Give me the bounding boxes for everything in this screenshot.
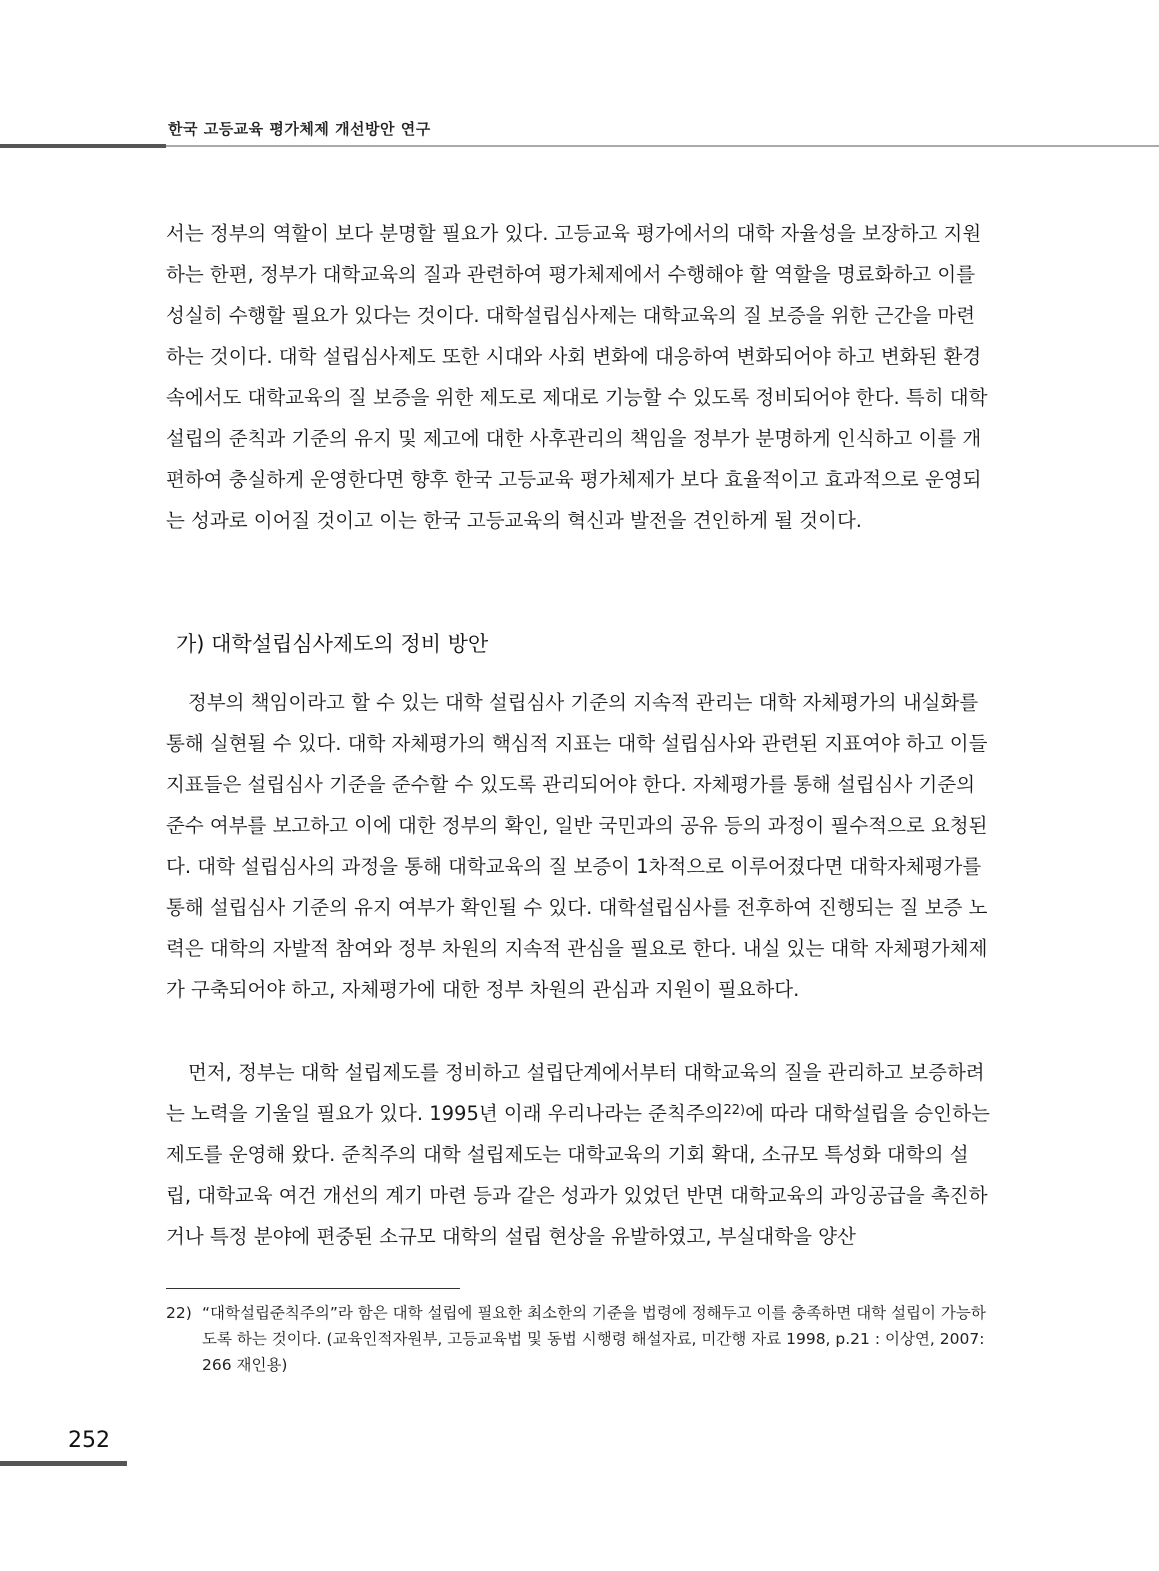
footnote-number: 22) bbox=[166, 1304, 192, 1322]
section-heading: 가) 대학설립심사제도의 정비 방안 bbox=[176, 632, 489, 656]
footnote-divider bbox=[166, 1288, 460, 1289]
header-rule-accent bbox=[0, 144, 166, 148]
footnote-reference: 22) bbox=[723, 1103, 746, 1118]
paragraph-text-continued: 에 따라 대학설립을 승인하는 제도를 운영해 왔다. 준칙주의 대학 설립제도는 대학교육의 기회 확대, 소규모 특성화 대학의 설립, 대학교육 여건 개선의 계기 마련 등과 같은 성과가 있었던 반면 대학교육의 과잉공급을 촉진하거나 특정 분야에 편중된 소규모 대학의 설립 현상을 유발하였고, 부실대학을 양산 bbox=[166, 1102, 990, 1248]
body-paragraph-1: 서는 정부의 역할이 보다 분명할 필요가 있다. 고등교육 평가에서의 대학 자율성을 보장하고 지원하는 한편, 정부가 대학교육의 질과 관련하여 평가체제에서 수행해야 할 역할을 명료화하고 이를 성실히 수행할 필요가 있다는 것이다. 대학설립심사제는 대학교육의 질 보증을 위한 근간을 마련하는 것이다. 대학 설립심사제도 또한 시대와 사회 변화에 대응하여 변화되어야 하고 변화된 환경 속에서도 대학교육의 질 보증을 위한 제도로 제대로 기능할 수 있도록 정비되어야 한다. 특히 대학설립의 준칙과 기준의 유지 및 제고에 대한 사후관리의 책임을 정부가 분명하게 인식하고 이를 개편하여 충실하게 운영한다면 향후 한국 고등교육 평가체제가 보다 효율적이고 효과적으로 운영되는 성과로 이어질 것이고 이는 한국 고등교육의 혁신과 발전을 견인하게 될 것이다. bbox=[166, 222, 988, 532]
header-rule bbox=[166, 145, 1159, 147]
body-paragraph-3 bbox=[166, 1052, 992, 1257]
body-paragraph-2: 정부의 책임이라고 할 수 있는 대학 설립심사 기준의 지속적 관리는 대학 자체평가의 내실화를 통해 실현될 수 있다. 대학 자체평가의 핵심적 지표는 대학 설립심사와 관련된 지표여야 하고 이들 지표들은 설립심사 기준을 준수할 수 있도록 관리되어야 한다. 자체평가를 통해 설립심사 기준의 준수 여부를 보고하고 이에 대한 정부의 확인, 일반 국민과의 공유 등의 과정이 필수적으로 요청된다. 대학 설립심사의 과정을 통해 대학교육의 질 보증이 1차적으로 이루어졌다면 대학자체평가를 통해 설립심사 기준의 유지 여부가 확인될 수 있다. 대학설립심사를 전후하여 진행되는 질 보증 노력은 대학의 자발적 참여와 정부 차원의 지속적 관심을 필요로 한다. 내실 있는 대학 자체평가체제가 구축되어야 하고, 자체평가에 대한 정부 차원의 관심과 지원이 필요하다. bbox=[166, 691, 988, 1001]
footnote bbox=[166, 1300, 992, 1378]
page-number-rule bbox=[0, 1461, 127, 1466]
paragraph-text: 먼저, 정부는 대학 설립제도를 정비하고 설립단계에서부터 대학교육의 질을 관리하고 보증하려는 노력을 기울일 필요가 있다. 1995년 이래 우리나라는 준칙주의 bbox=[166, 1061, 985, 1125]
running-header: 한국 고등교육 평가체제 개선방안 연구 bbox=[168, 120, 431, 138]
footnote-text: “대학설립준칙주의”라 함은 대학 설립에 필요한 최소한의 기준을 법령에 정해두고 이를 충족하면 대학 설립이 가능하도록 하는 것이다. (교육인적자원부, 고등교육법 및 동법 시행령 해설자료, 미간행 자료 1998, p.21 : 이상연, 2007: 266 재인용) bbox=[202, 1304, 986, 1374]
page-number: 252 bbox=[68, 1428, 110, 1453]
